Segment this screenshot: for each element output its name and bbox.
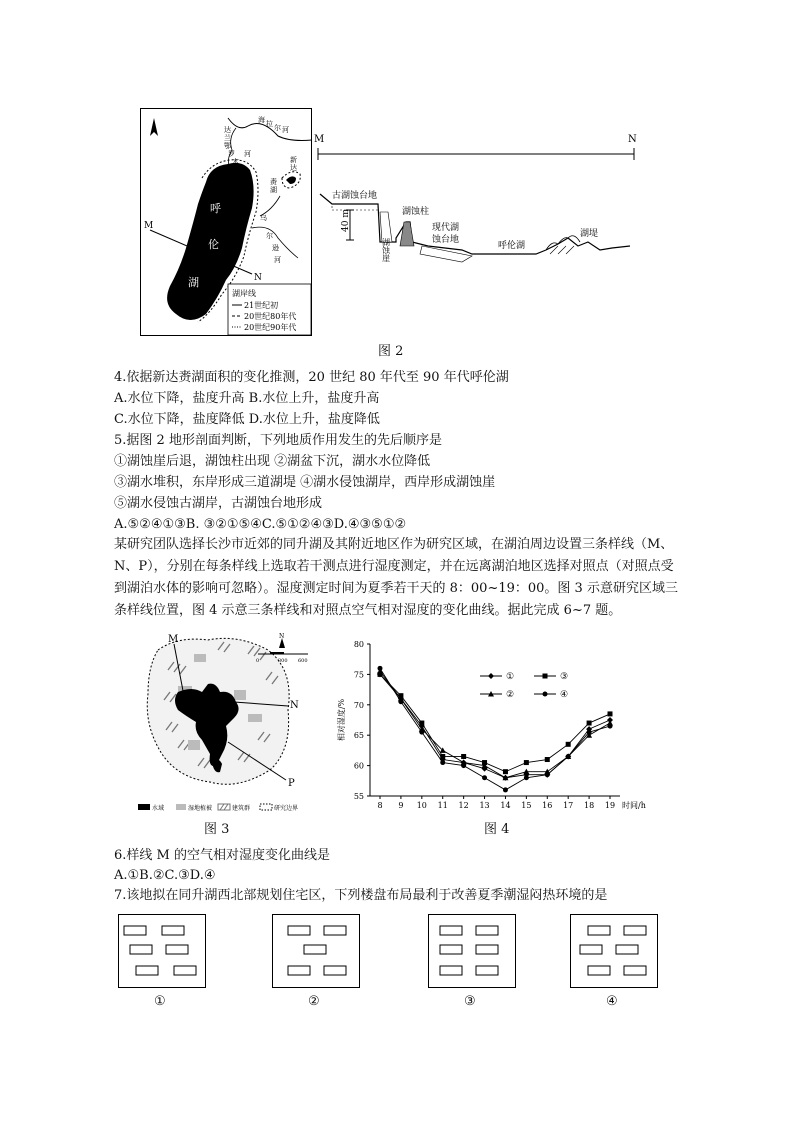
svg-text:乌: 乌 — [260, 214, 267, 222]
legend-marker — [543, 692, 548, 697]
passage: 某研究团队选择长沙市近郊的同升湖及其附近地区作为研究区域，在湖泊周边设置三条样线（M、N、P），分别在每条样线上选取若干测点进行湿度测定，并在远离湖泊地区选择对照点（对照点受到湖泊水体的影响可忽略）。湿度测定时间为夏季若干天的 8：00~19：00。图 3 示意研究区域三条样线位置，图 4 示意三条样线和对照点空气相对湿度的变化曲线。据此完成 6~7 题。 — [114, 537, 678, 618]
svg-text:N: N — [279, 633, 285, 640]
data-point — [440, 760, 445, 765]
svg-text:0: 0 — [256, 658, 260, 664]
y-tick-label: 65 — [353, 731, 364, 741]
data-point — [419, 730, 424, 735]
q4-options-cd: C.水位下降，盐度降低 D.水位上升，盐度降低 — [114, 412, 380, 427]
svg-text:300: 300 — [278, 658, 288, 664]
svg-text:水域: 水域 — [152, 805, 165, 812]
x-tick-label: 14 — [500, 801, 511, 810]
svg-text:湖堤: 湖堤 — [580, 229, 599, 239]
series-line-2 — [380, 671, 610, 777]
svg-text:赉: 赉 — [270, 178, 277, 186]
figure4-caption: 图 4 — [484, 822, 510, 837]
data-point — [440, 754, 445, 759]
svg-text:达: 达 — [224, 126, 231, 134]
x-tick-label: 16 — [542, 801, 553, 810]
fig3-label-n: N — [290, 700, 299, 711]
svg-text:逊: 逊 — [272, 244, 279, 252]
data-point — [378, 672, 383, 677]
data-point — [503, 787, 508, 792]
legend-marker — [543, 674, 548, 679]
q6-stem: 6.样线 M 的空气相对湿度变化曲线是 — [114, 848, 330, 863]
data-point — [482, 760, 487, 765]
q7-stem: 7.该地拟在同升湖西北部规划住宅区，下列楼盘布局最利于改善夏季潮湿闷热环境的是 — [114, 888, 608, 903]
q7-option-4[interactable] — [570, 914, 658, 992]
svg-text:40 m: 40 m — [341, 209, 351, 232]
x-tick-label: 8 — [377, 801, 383, 810]
x-tick-label: 17 — [563, 801, 574, 810]
data-point — [608, 724, 613, 729]
q7-label-4: ④ — [606, 994, 618, 1009]
svg-text:湿地植被: 湿地植被 — [188, 805, 213, 812]
fig3-label-p: P — [288, 778, 295, 789]
svg-text:新: 新 — [290, 156, 297, 164]
x-axis-label: 时间/h — [622, 801, 646, 810]
svg-text:建筑群: 建筑群 — [232, 805, 251, 812]
data-point — [503, 769, 508, 774]
figure2-profile — [312, 128, 642, 278]
y-tick-label: 75 — [353, 670, 364, 680]
data-point — [524, 760, 529, 765]
svg-text:N: N — [628, 134, 637, 145]
map-label-n: N — [254, 273, 262, 283]
q7-option-1[interactable] — [118, 914, 206, 992]
legend-label: ① — [506, 672, 515, 682]
data-point — [545, 772, 550, 777]
y-axis-label: 相对湿度/% — [337, 698, 346, 742]
svg-text:M: M — [314, 134, 325, 145]
y-tick-label: 70 — [353, 700, 364, 710]
map-label-m: M — [144, 221, 154, 231]
y-tick-label: 55 — [353, 792, 364, 801]
svg-text:研究边界: 研究边界 — [274, 805, 299, 812]
svg-text:木: 木 — [232, 158, 239, 166]
x-tick-label: 18 — [583, 801, 595, 810]
q5-items-3: ⑤湖水侵蚀古湖岸，古湖蚀台地形成 — [114, 496, 323, 511]
svg-text:湖蚀崖: 湖蚀崖 — [381, 238, 391, 262]
x-tick-label: 9 — [398, 801, 404, 810]
q7-label-3: ③ — [464, 994, 476, 1009]
svg-text:尔: 尔 — [274, 124, 281, 132]
data-point — [482, 775, 487, 780]
legend-marker — [488, 673, 494, 679]
data-point — [566, 742, 571, 747]
q7-option-2[interactable] — [272, 914, 360, 992]
data-point — [587, 730, 592, 735]
svg-text:罗: 罗 — [228, 150, 235, 158]
svg-text:20世纪80年代: 20世纪80年代 — [244, 312, 297, 321]
q5-items-1: ①湖蚀崖后退，湖蚀柱出现 ②湖盆下沉，湖水水位降低 — [114, 454, 431, 469]
legend-label: ④ — [560, 690, 569, 700]
svg-text:湖岸线: 湖岸线 — [232, 289, 256, 298]
svg-text:河: 河 — [282, 126, 289, 134]
lake-name-2: 伦 — [208, 238, 219, 251]
svg-text:蚀台地: 蚀台地 — [432, 235, 460, 245]
data-point — [545, 757, 550, 762]
svg-text:拉: 拉 — [266, 120, 273, 128]
fig3-label-m: M — [168, 634, 179, 645]
x-tick-label: 19 — [604, 801, 616, 810]
svg-text:20世纪90年代: 20世纪90年代 — [244, 323, 297, 332]
lake-name-3: 湖 — [188, 276, 199, 289]
q4-options-ab: A.水位下降，盐度升高 B.水位上升，盐度升高 — [114, 391, 380, 406]
svg-text:现代湖: 现代湖 — [432, 223, 460, 233]
data-point — [378, 666, 383, 671]
q7-option-3[interactable] — [428, 914, 516, 992]
svg-text:湖: 湖 — [270, 186, 277, 194]
svg-text:鄂: 鄂 — [224, 142, 231, 150]
series-line-1 — [380, 674, 610, 777]
q7-label-1: ① — [154, 994, 166, 1009]
svg-text:河: 河 — [274, 256, 281, 264]
svg-text:河: 河 — [244, 150, 251, 158]
q5-items-2: ③湖水堆积，东岸形成三道湖堤 ④湖水侵蚀湖岸，西岸形成湖蚀崖 — [114, 475, 496, 490]
legend-label: ② — [506, 690, 515, 700]
data-point — [524, 775, 529, 780]
data-point — [566, 754, 571, 759]
figure2-map — [140, 108, 312, 336]
figure4-chart — [330, 632, 660, 812]
q5-options: A.⑤②④①③B. ③②①⑤④C.⑤①②④③D.④③⑤①② — [114, 517, 407, 532]
terrain-profile — [320, 194, 630, 254]
x-tick-label: 11 — [437, 801, 448, 810]
figure3-caption: 图 3 — [204, 822, 230, 837]
svg-text:呼伦湖: 呼伦湖 — [498, 241, 526, 251]
series-line-3 — [380, 674, 610, 771]
x-tick-label: 13 — [479, 801, 490, 810]
data-point — [398, 699, 403, 704]
svg-text:湖蚀柱: 湖蚀柱 — [402, 207, 430, 217]
x-tick-label: 12 — [458, 801, 469, 810]
data-point — [398, 693, 403, 698]
y-tick-label: 80 — [353, 640, 364, 649]
svg-text:兰: 兰 — [224, 134, 231, 142]
lake-name-1: 呼 — [210, 202, 221, 215]
data-point — [419, 721, 424, 726]
q5-stem: 5.据图 2 地形剖面判断，下列地质作用发生的先后顺序是 — [114, 433, 442, 448]
svg-text:达: 达 — [290, 164, 297, 172]
svg-text:海: 海 — [258, 116, 265, 124]
svg-text:古湖蚀台地: 古湖蚀台地 — [332, 191, 378, 201]
x-tick-label: 15 — [521, 801, 532, 810]
svg-text:尔: 尔 — [266, 232, 273, 240]
y-tick-label: 60 — [353, 761, 364, 771]
data-point — [461, 754, 466, 759]
x-tick-label: 10 — [416, 801, 427, 810]
q7-label-2: ② — [308, 994, 320, 1009]
q6-options: A.①B.②C.③D.④ — [114, 868, 216, 883]
figure3-map — [138, 630, 318, 816]
data-point — [461, 763, 466, 768]
q4-stem: 4.依据新达赉湖面积的变化推测，20 世纪 80 年代至 90 年代呼伦湖 — [114, 370, 509, 385]
figure2-caption: 图 2 — [378, 344, 404, 359]
legend-label: ③ — [560, 672, 569, 682]
svg-text:21世纪初: 21世纪初 — [244, 301, 279, 310]
svg-text:600: 600 — [298, 658, 308, 664]
data-point — [587, 721, 592, 726]
data-point — [608, 711, 613, 716]
